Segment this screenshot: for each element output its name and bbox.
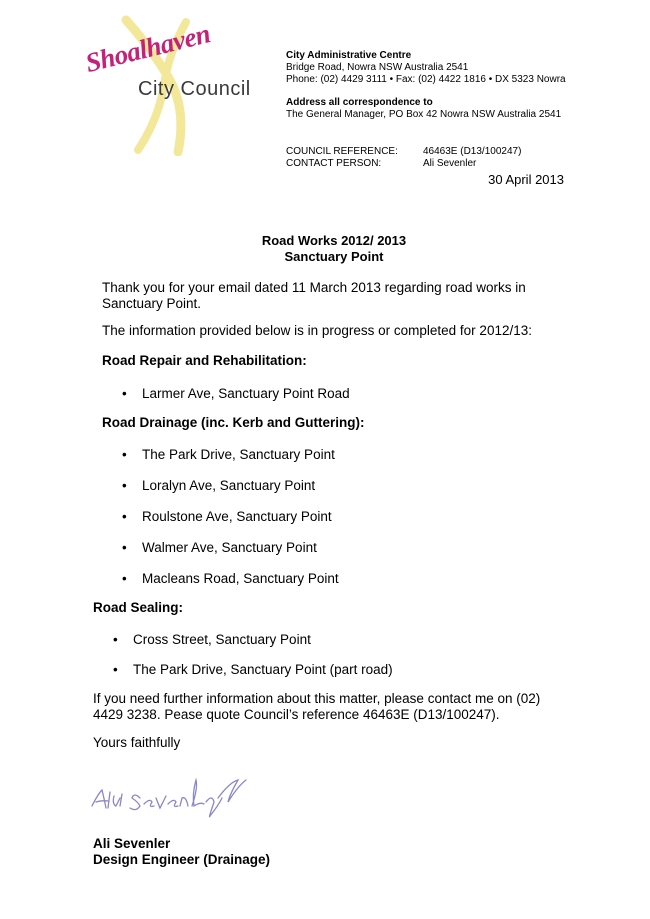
letter-title [0, 233, 650, 265]
list-item: • Cross Street, Sanctuary Point [113, 632, 311, 647]
list-item: • Larmer Ave, Sanctuary Point Road [122, 386, 350, 401]
council-reference-label: COUNCIL REFERENCE: [286, 146, 398, 157]
signatory-position: Design Engineer (Drainage) [93, 852, 271, 867]
section-heading-road-repair: Road Repair and Rehabilitation: [102, 353, 307, 368]
correspondence-title: Address all correspondence to [286, 97, 433, 108]
list-item: • Walmer Ave, Sanctuary Point [122, 540, 317, 555]
contact-person-label: CONTACT PERSON: [286, 158, 382, 169]
intro-paragraph-line-1: Thank you for your email dated 11 March 2013 regarding road works in [102, 280, 526, 295]
handwritten-signature [88, 776, 253, 824]
sign-off: Yours faithfully [93, 735, 181, 750]
council-reference-value: 46463E (D13/100247) [423, 146, 522, 157]
list-item: • Macleans Road, Sanctuary Point [122, 571, 339, 586]
correspondence-address: The General Manager, PO Box 42 Nowra NSW Australia 2541 [286, 109, 562, 120]
signatory-name: Ali Sevenler [93, 836, 171, 851]
centre-title: City Administrative Centre [286, 50, 412, 61]
closing-paragraph-line-2: 4429 3238. Pease quote Council’s reference 46463E (D13/100247). [93, 707, 500, 722]
title-line-2: Sanctuary Point [284, 249, 384, 264]
section-heading-road-drainage: Road Drainage (inc. Kerb and Guttering): [102, 415, 365, 430]
section-heading-road-sealing: Road Sealing: [93, 600, 184, 615]
list-item: • The Park Drive, Sanctuary Point (part road) [113, 662, 393, 677]
list-item: • Loralyn Ave, Sanctuary Point [122, 478, 316, 493]
title-line-1: Road Works 2012/ 2013 [261, 233, 407, 248]
list-item: • Roulstone Ave, Sanctuary Point [122, 509, 332, 524]
contact-person-value: Ali Sevenler [423, 158, 477, 169]
closing-paragraph-line-1: If you need further information about this matter, please contact me on (02) [93, 691, 541, 706]
letter-date: 30 April 2013 [488, 172, 564, 187]
intro-paragraph-line-2: Sanctuary Point. [102, 296, 202, 311]
logo-word-shoalhaven: Shoalhaven [82, 18, 214, 79]
list-item: • The Park Drive, Sanctuary Point [122, 447, 335, 462]
logo-word-city-council: City Council [138, 78, 251, 100]
contact-person-row [286, 158, 476, 170]
council-reference-row [286, 146, 521, 158]
info-paragraph: The information provided below is in progress or completed for 2012/13: [102, 323, 532, 338]
council-logo [82, 14, 256, 156]
centre-phone: Phone: (02) 4429 3111 • Fax: (02) 4422 1816 • DX 5323 Nowra [286, 74, 566, 85]
centre-address: Bridge Road, Nowra NSW Australia 2541 [286, 62, 469, 73]
